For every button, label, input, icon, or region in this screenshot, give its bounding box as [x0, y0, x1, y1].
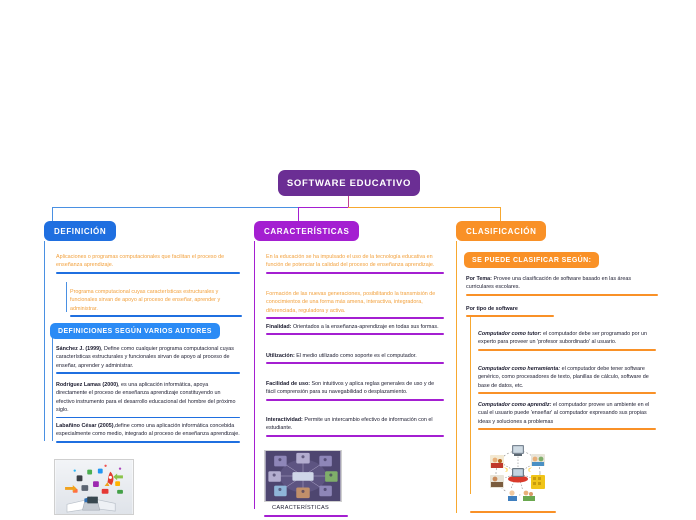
- clasificacion-node-4-label: Computador como aprendiz:: [478, 402, 552, 408]
- definicion-node-0-text: Aplicaciones o programas computacionales que facilitan el proceso de enseñanza aprendizaje.: [56, 254, 225, 269]
- spine-definicion: [44, 241, 45, 441]
- caracteristicas-node-2-label: Finalidad:: [266, 324, 292, 330]
- caracteristicas-node-2[interactable]: [266, 323, 444, 335]
- clasificacion-node-4-bar: [478, 428, 656, 430]
- clasificacion-node-1-label: Por tipo de software: [466, 306, 518, 312]
- root-node[interactable]: [278, 170, 420, 196]
- branch-header-caracteristicas-label: CARACTERÍSTICAS: [264, 226, 350, 236]
- clasificacion-node-2-label: Computador como tutor:: [478, 331, 542, 337]
- clasificacion-node-0-label: Por Tema:: [466, 276, 492, 282]
- caracteristicas-node-1-bar: [266, 317, 444, 319]
- clasificacion-node-4[interactable]: [478, 401, 656, 430]
- clasificacion-node-1-bar: [466, 315, 554, 317]
- definicion-author-2-text: ,define como una aplicación informática concebida especialmente como medio, integrado al proceso de enseñanza aprendizaje.: [56, 423, 240, 438]
- caracteristicas-image[interactable]: [264, 450, 342, 502]
- definicion-author-2[interactable]: [56, 422, 240, 443]
- branch-header-definicion-label: DEFINICIÓN: [54, 226, 107, 236]
- caracteristicas-node-4-text: Son intuitivos y aplica reglas generales de uso y de fácil comprensión para su navegabilidad o desplazamiento.: [266, 381, 435, 396]
- clasificacion-node-1[interactable]: [466, 305, 554, 317]
- definicion-author-1-text: , es una aplicación informática, apoya directamente el proceso de enseñanza aprendizaje constituyendo un efectivo instrumento para el desarrollo educacional del hombre del próximo siglo.: [56, 382, 236, 414]
- connector-trunk-blue: [52, 207, 298, 208]
- definicion-author-1-bar: [56, 417, 240, 419]
- clasificacion-node-2[interactable]: [478, 330, 656, 351]
- definicion-node-1[interactable]: [70, 288, 242, 317]
- spine-clasificacion-types: [470, 316, 471, 494]
- branch-header-caracteristicas[interactable]: [254, 221, 359, 241]
- caracteristicas-image-caption: CARACTERÍSTICAS: [272, 505, 330, 511]
- caracteristicas-node-5-bar: [266, 435, 444, 437]
- clasificacion-node-3-bar: [478, 392, 656, 394]
- branch-header-clasificacion[interactable]: [456, 221, 546, 241]
- clasificacion-image[interactable]: [484, 441, 552, 505]
- clasificacion-node-2-bar: [478, 349, 656, 351]
- caracteristicas-node-4-label: Facilidad de uso:: [266, 381, 311, 387]
- clasificacion-node-0[interactable]: [466, 275, 658, 296]
- caracteristicas-node-5[interactable]: [266, 416, 444, 437]
- definicion-author-0-text: , Define como cualquier programa computacional cuyas características estructurales y funcionales sirvan de apoyo al proceso de enseñar, aprender y administrar.: [56, 346, 234, 369]
- caracteristicas-node-1[interactable]: [266, 290, 444, 319]
- connector-trunk-purple: [298, 207, 348, 208]
- educational-software-explosion-image: [55, 460, 133, 514]
- spine-definicion-sub: [66, 282, 67, 312]
- spine-caracteristicas: [254, 241, 255, 509]
- definicion-node-0-bar: [56, 272, 240, 274]
- connector-trunk-orange: [348, 207, 500, 208]
- caracteristicas-node-5-label: Interactividad:: [266, 417, 303, 423]
- definicion-sub-header-label: DEFINICIONES SEGÚN VARIOS AUTORES: [58, 327, 212, 335]
- clasificacion-node-3-label: Computador como herramienta:: [478, 366, 561, 372]
- spine-definicion-authors: [52, 331, 53, 441]
- definicion-node-0[interactable]: [56, 253, 240, 274]
- definicion-author-0-name: Sánchez J. (1999): [56, 346, 101, 352]
- definicion-author-0[interactable]: [56, 345, 240, 374]
- caracteristicas-node-2-bar: [266, 333, 444, 335]
- caracteristicas-node-3[interactable]: [266, 352, 444, 364]
- definicion-author-1[interactable]: [56, 381, 240, 418]
- definicion-node-1-bar: [70, 315, 242, 317]
- characteristics-diagram-image: [265, 451, 341, 501]
- caracteristicas-node-2-text: Orientados a la enseñanza-aprendizaje en todas sus formas.: [291, 324, 439, 330]
- caracteristicas-node-5-text: Permite un intercambio efectivo de información con el estudiante.: [266, 417, 433, 432]
- branch-header-clasificacion-label: CLASIFICACIÓN: [466, 226, 537, 236]
- caracteristicas-node-3-label: Utilización:: [266, 353, 295, 359]
- definicion-author-2-bar: [56, 441, 240, 443]
- definicion-sub-header[interactable]: [50, 323, 220, 339]
- caracteristicas-node-4[interactable]: [266, 380, 444, 401]
- clasificacion-node-3[interactable]: [478, 365, 656, 394]
- definicion-author-1-name: Rodríguez Lamas (2000): [56, 382, 119, 388]
- branch-header-definicion[interactable]: [44, 221, 116, 241]
- clasificacion-node-2-text: el computador debe ser programado por un experto para proveer un 'profesor subordinado' al usuario.: [478, 331, 647, 346]
- clasificacion-node-3-text: el computador debe tener software genérico, como procesadores de texto, planillas de cálculo, software de base de datos, etc.: [478, 366, 649, 389]
- caracteristicas-image-bar: [264, 515, 348, 517]
- caracteristicas-node-3-text: El medio utilizado como soporte es el computador.: [294, 353, 417, 359]
- clasificacion-node-0-bar: [466, 294, 658, 296]
- caracteristicas-node-1-text: Formación de las nuevas generaciones, posibilitando la transmisión de conocimientos de una forma más amena, interactiva, integradora, diferenciada, reguladora y activa.: [266, 291, 436, 314]
- clasificacion-node-4-text: el computador provee un ambiente en el cual el usuario puede 'enseñar' al computador expresando sus propias ideas y soluciones a problemas: [478, 402, 650, 425]
- definicion-author-2-name: Labañino César (2005): [56, 423, 114, 429]
- clasificacion-sub-header[interactable]: [464, 252, 599, 268]
- definicion-author-0-bar: [56, 372, 240, 374]
- root-node-label: SOFTWARE EDUCATIVO: [286, 177, 412, 189]
- classification-network-image: [484, 441, 552, 505]
- clasificacion-node-0-text: Provee una clasificación de software basado en las áreas curriculares escolares.: [466, 276, 632, 291]
- caracteristicas-node-0-text: En la educación se ha impulsado el uso de la tecnología educativa en función de potenciar la calidad del proceso de enseñanza aprendizaje.: [266, 254, 435, 269]
- clasificacion-image-bar: [470, 511, 556, 513]
- caracteristicas-node-4-bar: [266, 399, 444, 401]
- caracteristicas-node-0[interactable]: [266, 253, 444, 274]
- definicion-node-1-text: Programa computacional cuyas características estructurales y funcionales sirvan de apoyo al proceso de enseñar, aprender y administrar.: [70, 289, 221, 312]
- caracteristicas-node-0-bar: [266, 272, 444, 274]
- clasificacion-sub-header-label: SE PUEDE CLASIFICAR SEGÚN:: [472, 256, 592, 264]
- definicion-image[interactable]: [54, 459, 134, 515]
- caracteristicas-node-3-bar: [266, 362, 444, 364]
- spine-clasificacion: [456, 241, 457, 513]
